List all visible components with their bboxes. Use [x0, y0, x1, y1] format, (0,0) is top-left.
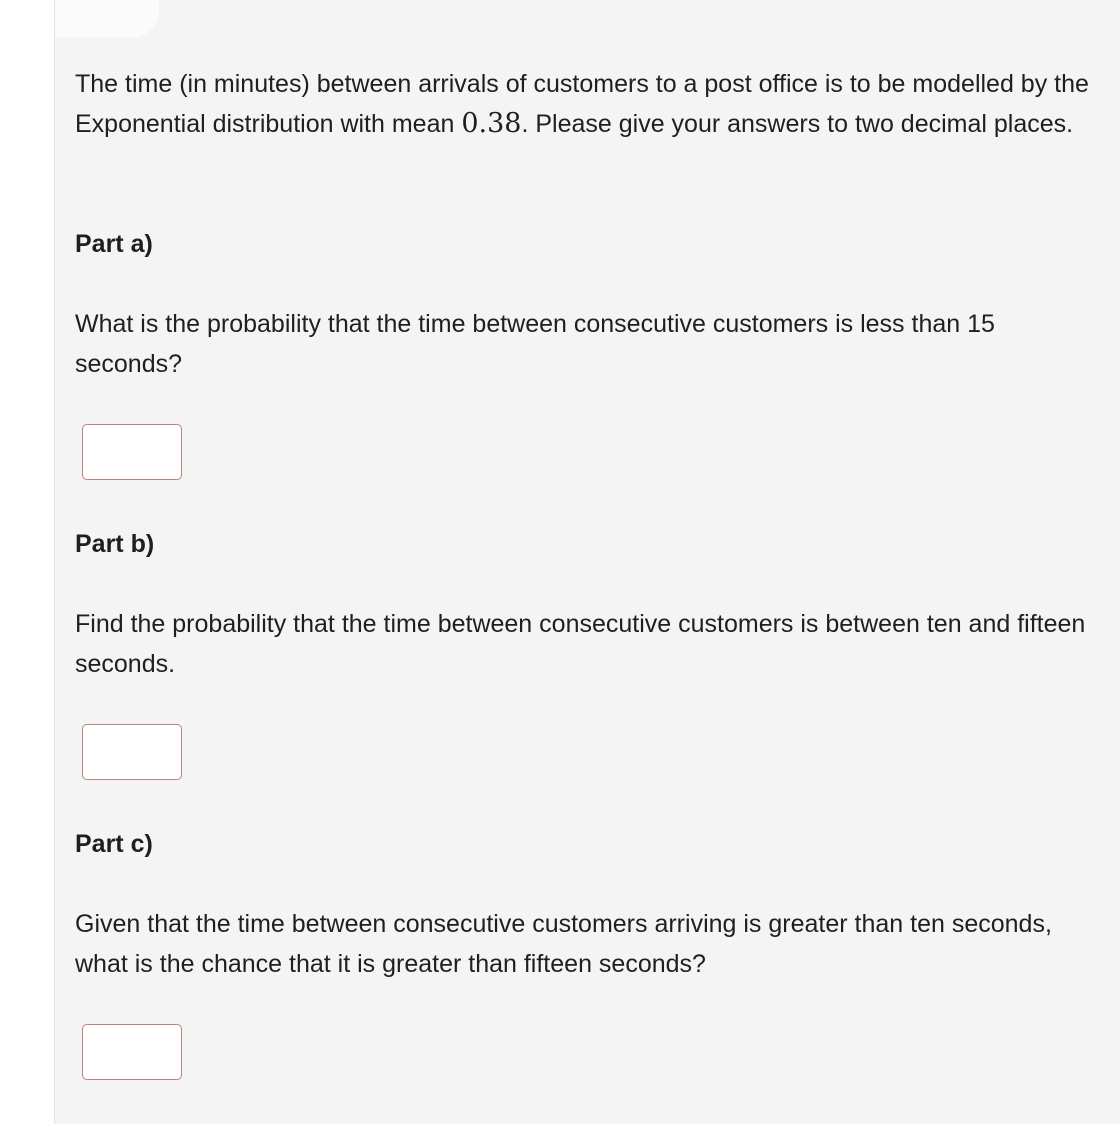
part-c-heading: Part c)	[75, 830, 153, 858]
part-b-heading: Part b)	[75, 530, 155, 558]
part-b-question: Find the probability that the time between consecutive customers is between ten and fifteen seconds.	[75, 610, 1086, 678]
part-b-answer-input[interactable]	[82, 724, 182, 780]
part-c-question: Given that the time between consecutive customers arriving is greater than ten seconds, what is the chance that it is greater than fifteen seconds?	[75, 910, 1052, 978]
intro-text-after: . Please give your answers to two decimal places.	[521, 110, 1074, 138]
part-a-heading: Part a)	[75, 230, 153, 258]
intro-text-before: The time (in minutes) between arrivals of customers to a post office is to be modelled by the Exponential distribution with mean	[75, 70, 1089, 138]
question-panel	[54, 0, 1120, 1124]
problem-intro	[75, 64, 1095, 144]
part-c-answer-input[interactable]	[82, 1024, 182, 1080]
part-a-answer-input[interactable]	[82, 424, 182, 480]
part-a-question: What is the probability that the time between consecutive customers is less than 15 seconds?	[75, 310, 995, 378]
intro-mean-value: 0.38	[461, 108, 522, 139]
top-left-smudge	[55, 0, 159, 38]
left-margin	[0, 0, 54, 1124]
